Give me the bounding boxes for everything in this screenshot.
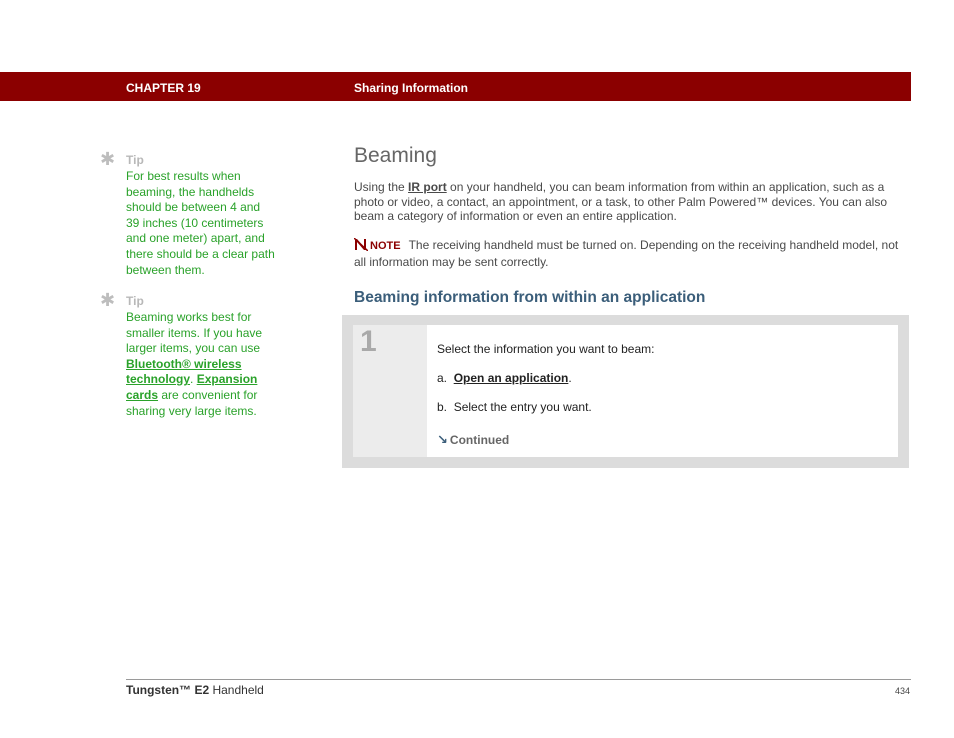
intro-text: on your handheld, you can beam information from within an application, such as a photo or video, a contact, an appointment, or a task, to other Palm Powered™ devices. You can also beam a category of information or even an entire application. <box>354 180 887 224</box>
chapter-label: CHAPTER 19 <box>126 81 201 95</box>
note-text: The receiving handheld must be turned on. Depending on the receiving handheld model, not all information may be sent correctly. <box>354 238 899 269</box>
page-number: 434 <box>895 686 911 696</box>
continued-indicator <box>437 432 509 448</box>
tip-text-part: are convenient for sharing very large items. <box>126 387 258 418</box>
step-item-prefix: b. <box>437 400 448 414</box>
footer-product <box>126 683 264 697</box>
step-item-b <box>437 400 592 414</box>
product-name: Tungsten™ E2 <box>126 683 210 697</box>
expansion-cards-link[interactable]: Expansion cards <box>126 372 258 402</box>
tip-text <box>126 310 276 419</box>
tip-text-part: Beaming works best for smaller items. If you have larger items, you can use <box>126 310 263 356</box>
tip-heading: Tip <box>126 153 144 167</box>
tip-text-separator: . <box>190 372 197 387</box>
chapter-title: Sharing Information <box>354 81 468 95</box>
open-application-link[interactable]: Open an application <box>453 371 569 385</box>
arrow-down-right-icon: ↘ <box>437 432 448 447</box>
step-item-suffix: . <box>568 371 572 385</box>
footer-divider <box>126 679 911 680</box>
product-suffix: Handheld <box>209 683 264 697</box>
continued-label: Continued <box>449 433 510 447</box>
step-item-prefix: a. <box>437 371 448 385</box>
note-icon <box>354 238 368 255</box>
note-label: NOTE <box>370 240 401 252</box>
step-number: 1 <box>360 325 377 358</box>
intro-paragraph <box>354 180 910 224</box>
asterisk-icon: ✱ <box>100 290 116 310</box>
step-item-a <box>437 371 572 385</box>
step-item-text: Select the entry you want. <box>453 400 592 414</box>
note-paragraph <box>354 238 910 269</box>
asterisk-icon: ✱ <box>100 149 116 169</box>
section-subheading: Beaming information from within an application <box>354 289 706 306</box>
tip-heading: Tip <box>126 294 144 308</box>
intro-text: Using the <box>354 180 409 194</box>
step-intro: Select the information you want to beam: <box>437 342 655 356</box>
page-title: Beaming <box>354 144 437 167</box>
bluetooth-link[interactable]: Bluetooth® wireless technology <box>126 356 242 387</box>
ir-port-link[interactable]: IR port <box>408 180 447 194</box>
tip-text: For best results when beaming, the handhelds should be between 4 and 39 inches (10 centimeters and one meter) apart, and there should be a clear path between them. <box>126 169 275 277</box>
